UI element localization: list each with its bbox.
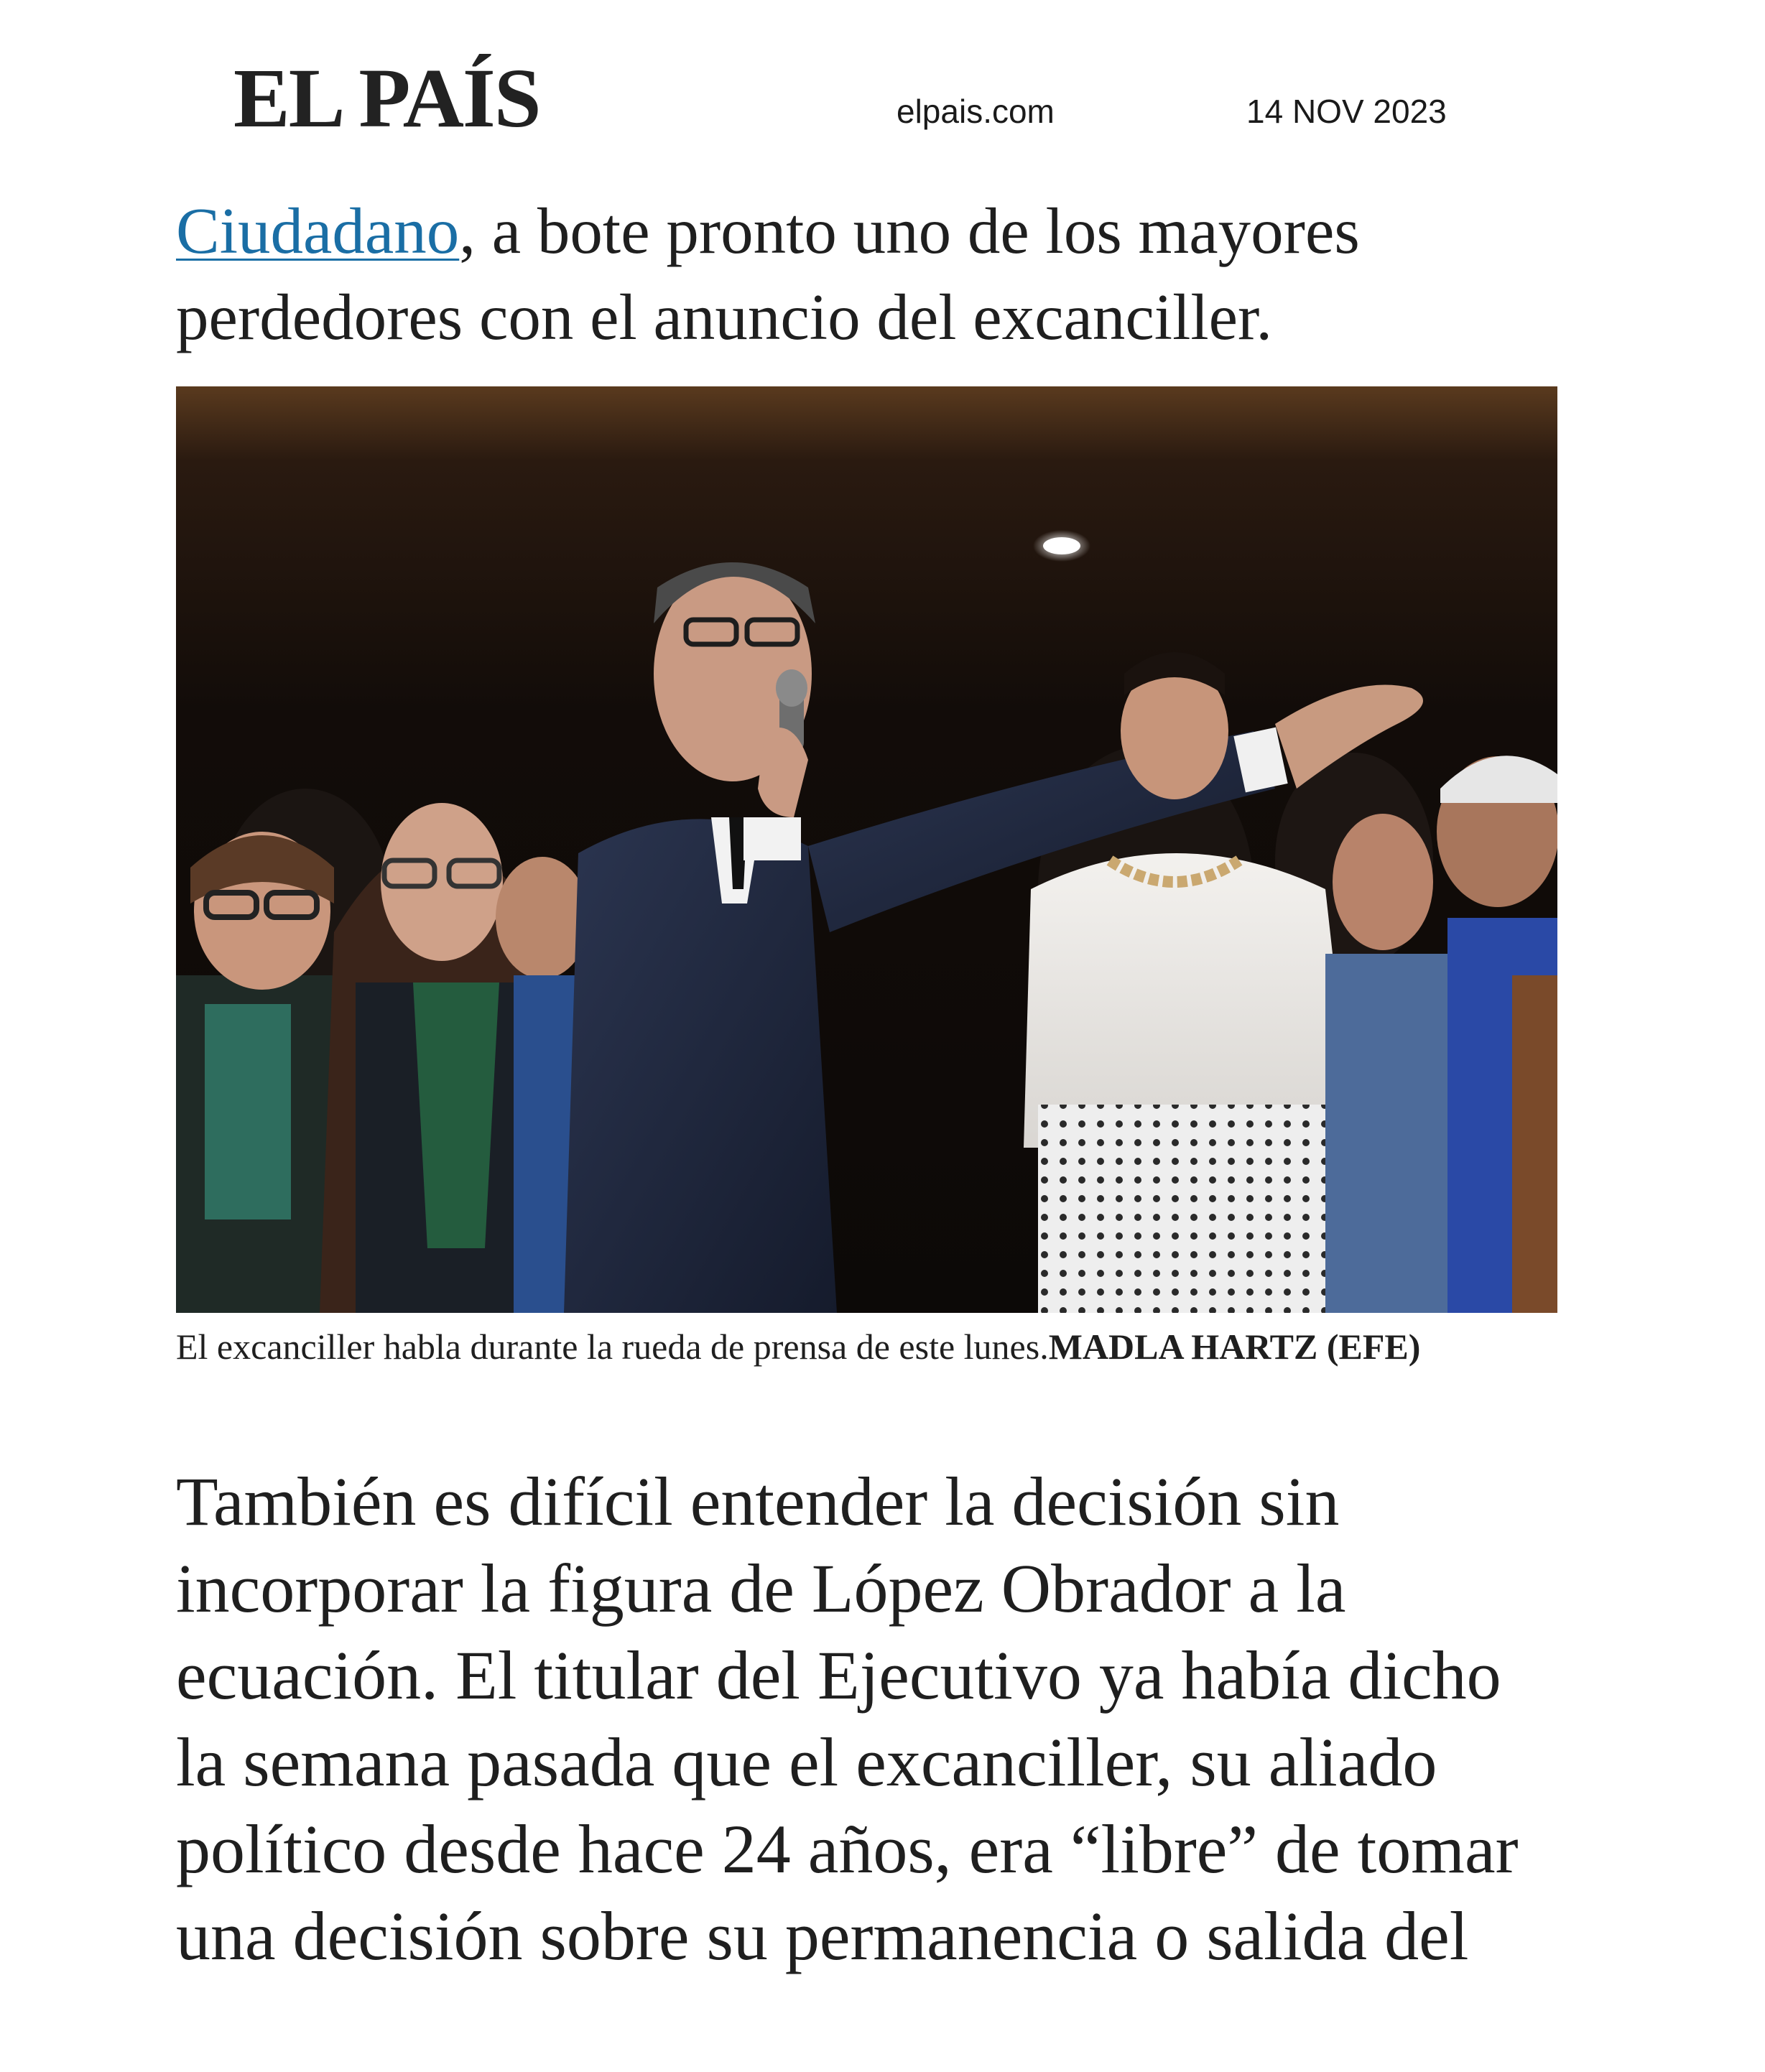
lead-paragraph bbox=[176, 188, 1613, 361]
lead-line2: perdedores con el anuncio del excanciller. bbox=[176, 281, 1273, 353]
photo-credit: MADLA HARTZ (EFE) bbox=[1048, 1327, 1421, 1367]
caption-text: El excanciller habla durante la rueda de prensa de este lunes. bbox=[176, 1327, 1049, 1367]
print-date: 14 NOV 2023 bbox=[1246, 93, 1447, 130]
body-line: político desde hace 24 años, era “libre” de tomar bbox=[176, 1811, 1519, 1887]
body-line: una decisión sobre su permanencia o salida del bbox=[176, 1897, 1469, 1974]
body-line: la semana pasada que el excanciller, su aliado bbox=[176, 1724, 1437, 1801]
body-line: También es difícil entender la decisión sin bbox=[176, 1463, 1340, 1540]
masthead-logo: EL PAÍS bbox=[233, 51, 540, 145]
lead-line1-rest: , a bote pronto uno de los mayores bbox=[459, 195, 1360, 267]
body-paragraph bbox=[176, 1458, 1649, 1979]
photo-caption bbox=[176, 1325, 1541, 1368]
site-url: elpais.com bbox=[897, 93, 1055, 130]
article-photo bbox=[176, 386, 1557, 1313]
body-line: ecuación. El titular del Ejecutivo ya había dicho bbox=[176, 1637, 1501, 1714]
body-line: incorporar la figura de López Obrador a la bbox=[176, 1550, 1346, 1627]
ciudadano-link[interactable]: Ciudadano bbox=[176, 195, 460, 267]
